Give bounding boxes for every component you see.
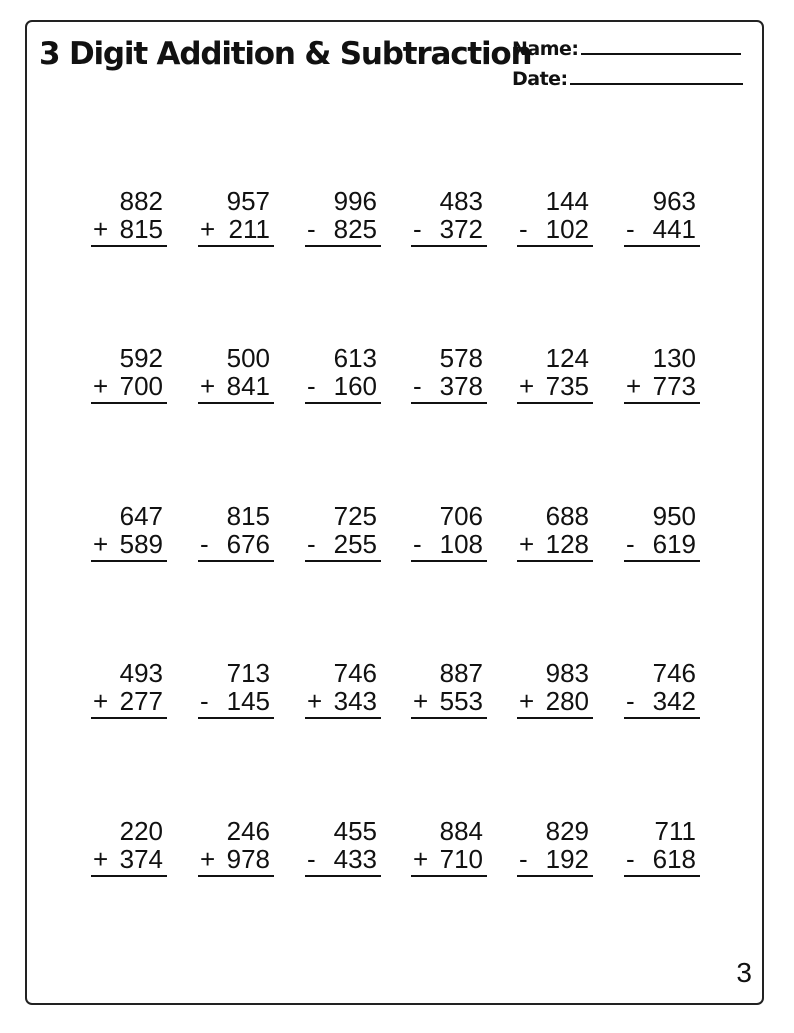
top-number: 706 xyxy=(439,501,483,531)
operator-sign: + xyxy=(307,686,323,716)
top-number: 220 xyxy=(119,816,163,846)
bottom-number: 128 xyxy=(545,529,589,559)
math-problem xyxy=(305,817,381,877)
bottom-number: 700 xyxy=(119,371,163,401)
operator-sign: + xyxy=(519,529,535,559)
top-number: 725 xyxy=(333,501,377,531)
math-problem xyxy=(305,659,381,719)
problem-grid xyxy=(27,22,762,1003)
math-problem xyxy=(305,344,381,404)
top-number: 592 xyxy=(119,343,163,373)
bottom-number: 343 xyxy=(333,686,377,716)
bottom-number: 619 xyxy=(652,529,696,559)
bottom-number: 553 xyxy=(439,686,483,716)
operator-sign: + xyxy=(413,686,429,716)
math-problem xyxy=(517,187,593,247)
math-problem xyxy=(91,344,167,404)
top-number: 746 xyxy=(333,658,377,688)
top-number: 144 xyxy=(545,186,589,216)
top-number: 996 xyxy=(333,186,377,216)
bottom-line xyxy=(517,215,593,247)
math-problem xyxy=(198,659,274,719)
worksheet-page xyxy=(25,20,764,1005)
bottom-number: 145 xyxy=(226,686,270,716)
bottom-number: 255 xyxy=(333,529,377,559)
math-problem xyxy=(411,502,487,562)
math-problem xyxy=(198,187,274,247)
math-problem xyxy=(411,659,487,719)
bottom-line xyxy=(305,530,381,562)
operator-sign: - xyxy=(626,844,635,874)
bottom-line xyxy=(305,845,381,877)
bottom-line xyxy=(91,530,167,562)
bottom-number: 102 xyxy=(545,214,589,244)
top-number: 647 xyxy=(119,501,163,531)
math-problem xyxy=(411,187,487,247)
page-number: 3 xyxy=(736,957,752,988)
math-problem xyxy=(411,344,487,404)
operator-sign: - xyxy=(200,686,209,716)
bottom-line xyxy=(198,215,274,247)
top-number: 246 xyxy=(226,816,270,846)
math-problem xyxy=(305,187,381,247)
bottom-line xyxy=(411,215,487,247)
bottom-line xyxy=(91,372,167,404)
bottom-line xyxy=(624,687,700,719)
operator-sign: - xyxy=(519,214,528,244)
math-problem xyxy=(198,344,274,404)
bottom-line xyxy=(411,845,487,877)
bottom-number: 815 xyxy=(119,214,163,244)
bottom-number: 618 xyxy=(652,844,696,874)
operator-sign: + xyxy=(626,371,642,401)
bottom-number: 433 xyxy=(333,844,377,874)
top-number: 500 xyxy=(226,343,270,373)
operator-sign: - xyxy=(307,529,316,559)
operator-sign: - xyxy=(307,844,316,874)
operator-sign: + xyxy=(93,371,109,401)
bottom-line xyxy=(517,687,593,719)
top-number: 815 xyxy=(226,501,270,531)
top-number: 613 xyxy=(333,343,377,373)
math-problem xyxy=(517,502,593,562)
top-number: 688 xyxy=(545,501,589,531)
math-problem xyxy=(517,659,593,719)
bottom-line xyxy=(624,215,700,247)
operator-sign: - xyxy=(626,214,635,244)
bottom-line xyxy=(411,372,487,404)
top-number: 713 xyxy=(226,658,270,688)
top-number: 983 xyxy=(545,658,589,688)
operator-sign: + xyxy=(200,844,216,874)
worksheet-title: 3 Digit Addition & Subtraction xyxy=(39,36,532,72)
math-problem xyxy=(91,502,167,562)
math-problem xyxy=(624,187,700,247)
bottom-number: 374 xyxy=(119,844,163,874)
math-problem xyxy=(517,344,593,404)
top-number: 455 xyxy=(333,816,377,846)
bottom-number: 160 xyxy=(333,371,377,401)
bottom-number: 342 xyxy=(652,686,696,716)
bottom-line xyxy=(305,372,381,404)
math-problem xyxy=(624,659,700,719)
operator-sign: - xyxy=(307,214,316,244)
bottom-line xyxy=(411,687,487,719)
date-label: Date: xyxy=(512,68,568,90)
operator-sign: + xyxy=(93,529,109,559)
operator-sign: + xyxy=(93,214,109,244)
bottom-line xyxy=(198,372,274,404)
name-label: Name: xyxy=(512,38,579,60)
math-problem xyxy=(198,502,274,562)
bottom-number: 841 xyxy=(226,371,270,401)
bottom-number: 108 xyxy=(439,529,483,559)
bottom-line xyxy=(411,530,487,562)
operator-sign: - xyxy=(519,844,528,874)
top-number: 493 xyxy=(119,658,163,688)
operator-sign: + xyxy=(200,371,216,401)
math-problem xyxy=(624,817,700,877)
math-problem xyxy=(198,817,274,877)
top-number: 483 xyxy=(439,186,483,216)
math-problem xyxy=(624,502,700,562)
bottom-number: 676 xyxy=(226,529,270,559)
operator-sign: + xyxy=(200,214,216,244)
operator-sign: - xyxy=(626,529,635,559)
top-number: 957 xyxy=(226,186,270,216)
bottom-line xyxy=(198,530,274,562)
operator-sign: - xyxy=(413,371,422,401)
top-number: 829 xyxy=(545,816,589,846)
math-problem xyxy=(517,817,593,877)
math-problem xyxy=(91,817,167,877)
top-number: 882 xyxy=(119,186,163,216)
bottom-line xyxy=(517,845,593,877)
operator-sign: - xyxy=(413,214,422,244)
top-number: 963 xyxy=(652,186,696,216)
bottom-number: 978 xyxy=(226,844,270,874)
bottom-number: 280 xyxy=(545,686,589,716)
bottom-line xyxy=(517,372,593,404)
top-number: 124 xyxy=(545,343,589,373)
bottom-line xyxy=(91,687,167,719)
math-problem xyxy=(624,344,700,404)
bottom-number: 710 xyxy=(439,844,483,874)
top-number: 746 xyxy=(652,658,696,688)
operator-sign: - xyxy=(200,529,209,559)
top-number: 130 xyxy=(652,343,696,373)
operator-sign: - xyxy=(307,371,316,401)
bottom-line xyxy=(198,845,274,877)
bottom-line xyxy=(624,845,700,877)
bottom-number: 211 xyxy=(228,214,270,244)
bottom-line xyxy=(91,845,167,877)
bottom-line xyxy=(624,530,700,562)
bottom-number: 589 xyxy=(119,529,163,559)
operator-sign: - xyxy=(413,529,422,559)
bottom-number: 192 xyxy=(545,844,589,874)
top-number: 884 xyxy=(439,816,483,846)
bottom-number: 773 xyxy=(652,371,696,401)
bottom-line xyxy=(624,372,700,404)
bottom-line xyxy=(305,215,381,247)
top-number: 950 xyxy=(652,501,696,531)
math-problem xyxy=(91,187,167,247)
top-number: 711 xyxy=(654,816,696,846)
operator-sign: + xyxy=(93,844,109,874)
operator-sign: - xyxy=(626,686,635,716)
operator-sign: + xyxy=(93,686,109,716)
math-problem xyxy=(411,817,487,877)
math-problem xyxy=(91,659,167,719)
operator-sign: + xyxy=(519,686,535,716)
top-number: 887 xyxy=(439,658,483,688)
operator-sign: + xyxy=(519,371,535,401)
bottom-number: 441 xyxy=(652,214,696,244)
bottom-number: 378 xyxy=(439,371,483,401)
bottom-number: 277 xyxy=(119,686,163,716)
bottom-number: 735 xyxy=(545,371,589,401)
bottom-line xyxy=(91,215,167,247)
operator-sign: + xyxy=(413,844,429,874)
bottom-line xyxy=(198,687,274,719)
bottom-line xyxy=(305,687,381,719)
bottom-number: 372 xyxy=(439,214,483,244)
top-number: 578 xyxy=(439,343,483,373)
bottom-number: 825 xyxy=(333,214,377,244)
math-problem xyxy=(305,502,381,562)
bottom-line xyxy=(517,530,593,562)
